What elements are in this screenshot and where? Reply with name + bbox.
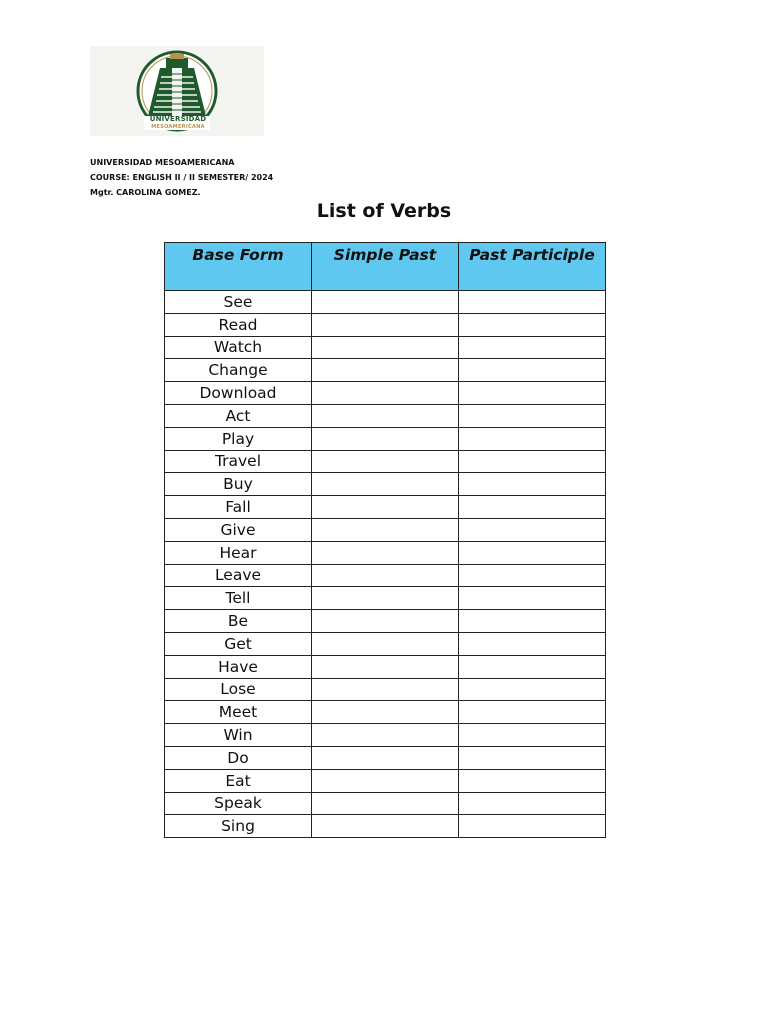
course-line: COURSE: ENGLISH II / II SEMESTER/ 2024 <box>90 173 274 182</box>
cell-simple-past[interactable] <box>312 724 459 747</box>
document-header <box>90 155 273 200</box>
cell-simple-past[interactable] <box>312 655 459 678</box>
cell-base-form: Give <box>165 518 312 541</box>
table-row <box>165 427 606 450</box>
table-row <box>165 382 606 405</box>
cell-base-form: Watch <box>165 336 312 359</box>
cell-base-form: Eat <box>165 769 312 792</box>
cell-simple-past[interactable] <box>312 450 459 473</box>
cell-past-participle[interactable] <box>459 678 606 701</box>
cell-past-participle[interactable] <box>459 336 606 359</box>
table-row <box>165 815 606 838</box>
cell-base-form: Leave <box>165 564 312 587</box>
cell-base-form: Act <box>165 404 312 427</box>
cell-simple-past[interactable] <box>312 541 459 564</box>
table-row <box>165 769 606 792</box>
cell-base-form: Hear <box>165 541 312 564</box>
cell-simple-past[interactable] <box>312 496 459 519</box>
column-header-past-participle: Past Participle <box>459 243 606 291</box>
cell-past-participle[interactable] <box>459 587 606 610</box>
cell-simple-past[interactable] <box>312 792 459 815</box>
verbs-table <box>164 242 606 838</box>
cell-simple-past[interactable] <box>312 336 459 359</box>
cell-simple-past[interactable] <box>312 359 459 382</box>
cell-simple-past[interactable] <box>312 564 459 587</box>
cell-base-form: Read <box>165 313 312 336</box>
cell-simple-past[interactable] <box>312 587 459 610</box>
cell-base-form: Get <box>165 632 312 655</box>
cell-base-form: Fall <box>165 496 312 519</box>
cell-base-form: Have <box>165 655 312 678</box>
table-row <box>165 518 606 541</box>
table-row <box>165 541 606 564</box>
cell-simple-past[interactable] <box>312 610 459 633</box>
table-row <box>165 746 606 769</box>
table-row <box>165 496 606 519</box>
university-logo <box>90 46 264 136</box>
cell-base-form: Meet <box>165 701 312 724</box>
cell-simple-past[interactable] <box>312 701 459 724</box>
cell-past-participle[interactable] <box>459 632 606 655</box>
cell-past-participle[interactable] <box>459 359 606 382</box>
cell-past-participle[interactable] <box>459 518 606 541</box>
cell-base-form: Be <box>165 610 312 633</box>
cell-past-participle[interactable] <box>459 473 606 496</box>
teacher-name: Mgtr. CAROLINA GOMEZ. <box>90 188 201 197</box>
cell-past-participle[interactable] <box>459 746 606 769</box>
cell-past-participle[interactable] <box>459 701 606 724</box>
cell-base-form: Speak <box>165 792 312 815</box>
cell-base-form: Travel <box>165 450 312 473</box>
table-row <box>165 313 606 336</box>
cell-past-participle[interactable] <box>459 496 606 519</box>
cell-past-participle[interactable] <box>459 724 606 747</box>
table-row <box>165 291 606 314</box>
column-header-simple-past: Simple Past <box>312 243 459 291</box>
table-row <box>165 678 606 701</box>
table-row <box>165 404 606 427</box>
cell-simple-past[interactable] <box>312 427 459 450</box>
column-header-base-form: Base Form <box>165 243 312 291</box>
cell-simple-past[interactable] <box>312 313 459 336</box>
cell-base-form: Play <box>165 427 312 450</box>
cell-past-participle[interactable] <box>459 815 606 838</box>
cell-past-participle[interactable] <box>459 404 606 427</box>
table-row <box>165 587 606 610</box>
cell-simple-past[interactable] <box>312 291 459 314</box>
cell-past-participle[interactable] <box>459 427 606 450</box>
cell-past-participle[interactable] <box>459 382 606 405</box>
cell-base-form: Sing <box>165 815 312 838</box>
cell-simple-past[interactable] <box>312 678 459 701</box>
cell-past-participle[interactable] <box>459 313 606 336</box>
table-row <box>165 564 606 587</box>
cell-base-form: Win <box>165 724 312 747</box>
table-row <box>165 610 606 633</box>
page-title: List of Verbs <box>316 200 452 222</box>
cell-simple-past[interactable] <box>312 815 459 838</box>
table-row <box>165 792 606 815</box>
cell-simple-past[interactable] <box>312 473 459 496</box>
table-row <box>165 450 606 473</box>
cell-past-participle[interactable] <box>459 291 606 314</box>
cell-past-participle[interactable] <box>459 769 606 792</box>
cell-base-form: Lose <box>165 678 312 701</box>
table-row <box>165 336 606 359</box>
cell-base-form: See <box>165 291 312 314</box>
cell-simple-past[interactable] <box>312 518 459 541</box>
table-row <box>165 655 606 678</box>
table-row <box>165 632 606 655</box>
cell-past-participle[interactable] <box>459 450 606 473</box>
university-name: UNIVERSIDAD MESOAMERICANA <box>90 158 235 167</box>
cell-base-form: Change <box>165 359 312 382</box>
logo-name: UNIVERSIDAD <box>149 115 207 123</box>
cell-simple-past[interactable] <box>312 404 459 427</box>
table-row <box>165 473 606 496</box>
table-row <box>165 724 606 747</box>
table-row <box>165 359 606 382</box>
cell-base-form: Tell <box>165 587 312 610</box>
cell-past-participle[interactable] <box>459 541 606 564</box>
cell-past-participle[interactable] <box>459 610 606 633</box>
cell-simple-past[interactable] <box>312 746 459 769</box>
cell-simple-past[interactable] <box>312 382 459 405</box>
cell-base-form: Do <box>165 746 312 769</box>
logo-subname: MESOAMERICANA <box>151 124 205 130</box>
table-row <box>165 701 606 724</box>
cell-base-form: Buy <box>165 473 312 496</box>
cell-past-participle[interactable] <box>459 564 606 587</box>
cell-base-form: Download <box>165 382 312 405</box>
cell-past-participle[interactable] <box>459 655 606 678</box>
cell-simple-past[interactable] <box>312 632 459 655</box>
cell-past-participle[interactable] <box>459 792 606 815</box>
table-body <box>165 291 606 838</box>
table-header-row <box>165 243 606 291</box>
cell-simple-past[interactable] <box>312 769 459 792</box>
